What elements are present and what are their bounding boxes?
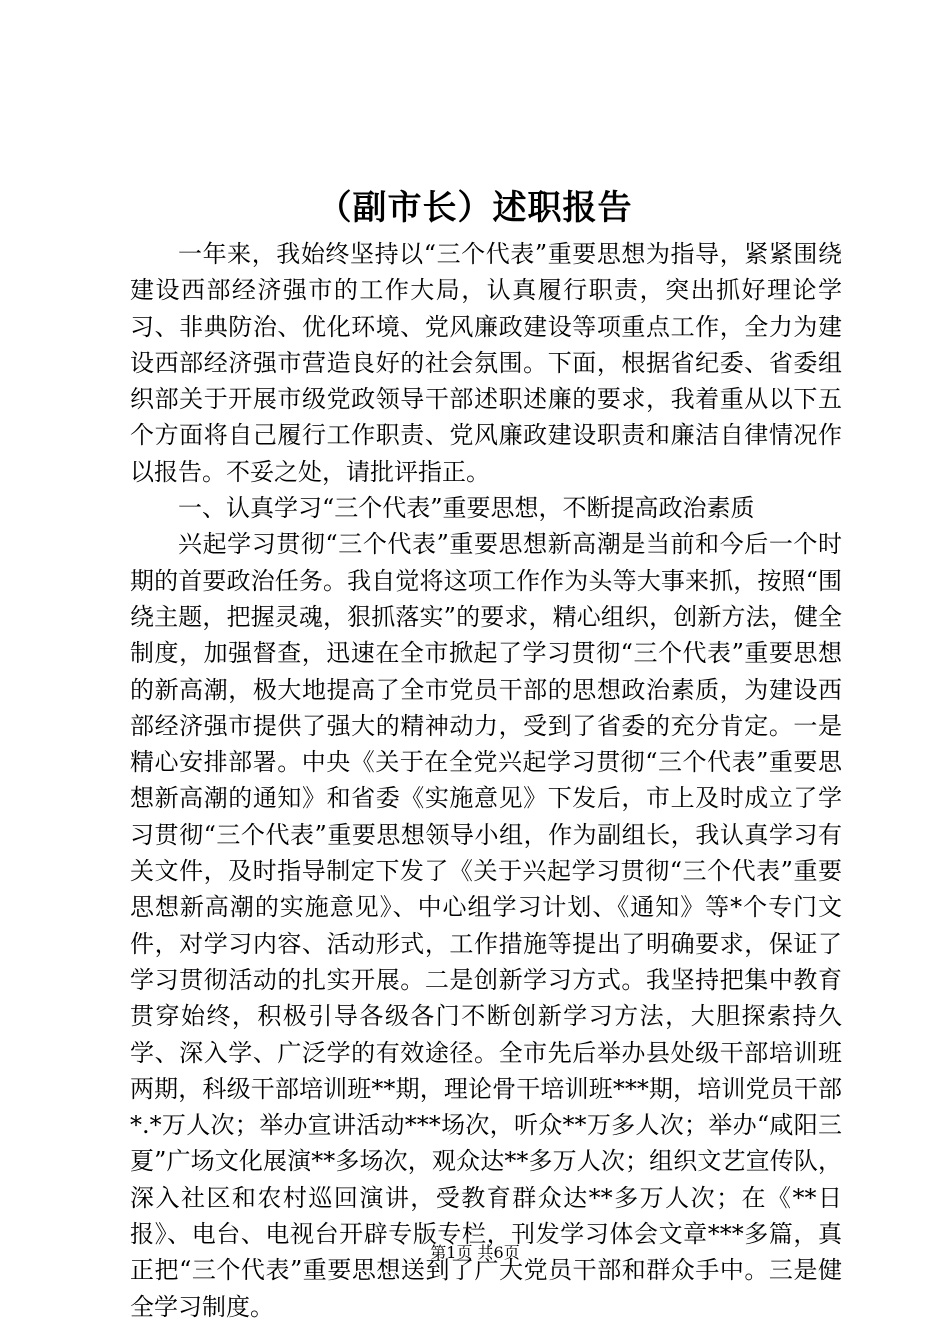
paragraph-intro: 一年来，我始终坚持以“三个代表”重要思想为指导，紧紧围绕建设西部经济强市的工作大局，认真履行职责，突出抓好理论学习、非典防治、优化环境、党风廉政建设等项重点工作，全力为建设西部经济强市营造良好的社会氛围。下面，根据省纪委、省委组织部关于开展市级党政领导干部述职述廉的要求，我着重从以下五个方面将自己履行工作职责、党风廉政建设职责和廉洁自律情况作以报告。不妥之处，请批评指正。 (130, 240, 842, 486)
document-body (130, 236, 842, 1325)
document-title: （副市长）述职报告 (317, 188, 633, 228)
section-heading-1: 一、认真学习“三个代表”重要思想，不断提高政治素质 (178, 494, 755, 523)
page-footer: 第1页 共6页 (430, 1243, 520, 1262)
paragraph-study: 兴起学习贯彻“三个代表”重要思想新高潮是当前和今后一个时期的首要政治任务。我自觉将这项工作作为头等大事来抓，按照“围绕主题，把握灵魂，狠抓落实”的要求，精心组织，创新方法，健全制度，加强督查，迅速在全市掀起了学习贯彻“三个代表”重要思想的新高潮，极大地提高了全市党员干部的思想政治素质，为建设西部经济强市提供了强大的精神动力，受到了省委的充分肯定。一是精心安排部署。中央《关于在全党兴起学习贯彻“三个代表”重要思想新高潮的通知》和省委《实施意见》下发后，市上及时成立了学习贯彻“三个代表”重要思想领导小组，作为副组长，我认真学习有关文件，及时指导制定下发了《关于兴起学习贯彻“三个代表”重要思想新高潮的实施意见》、中心组学习计划、《通知》等*个专门文件，对学习内容、活动形式，工作措施等提出了明确要求，保证了学习贯彻活动的扎实开展。二是创新学习方式。我坚持把集中教育贯穿始终，积极引导各级各门不断创新学习方法，大胆探索持久学、深入学、广泛学的有效途径。全市先后举办县处级干部培训班两期，科级干部培训班**期，理论骨干培训班***期，培训党员干部*.*万人次；举办宣讲活动***场次，听众**万多人次；举办“咸阳三夏”广场文化展演**多场次，观众达**多万人次；组织文艺宣传队，深入社区和农村巡回演讲，受教育群众达**多万人次；在《**日报》、电台、电视台开辟专版专栏，刊发学习体会文章***多篇，真正把“三个代表”重要思想送到了广大党员干部和群众手中。三是健全学习制度。 (130, 530, 842, 1321)
